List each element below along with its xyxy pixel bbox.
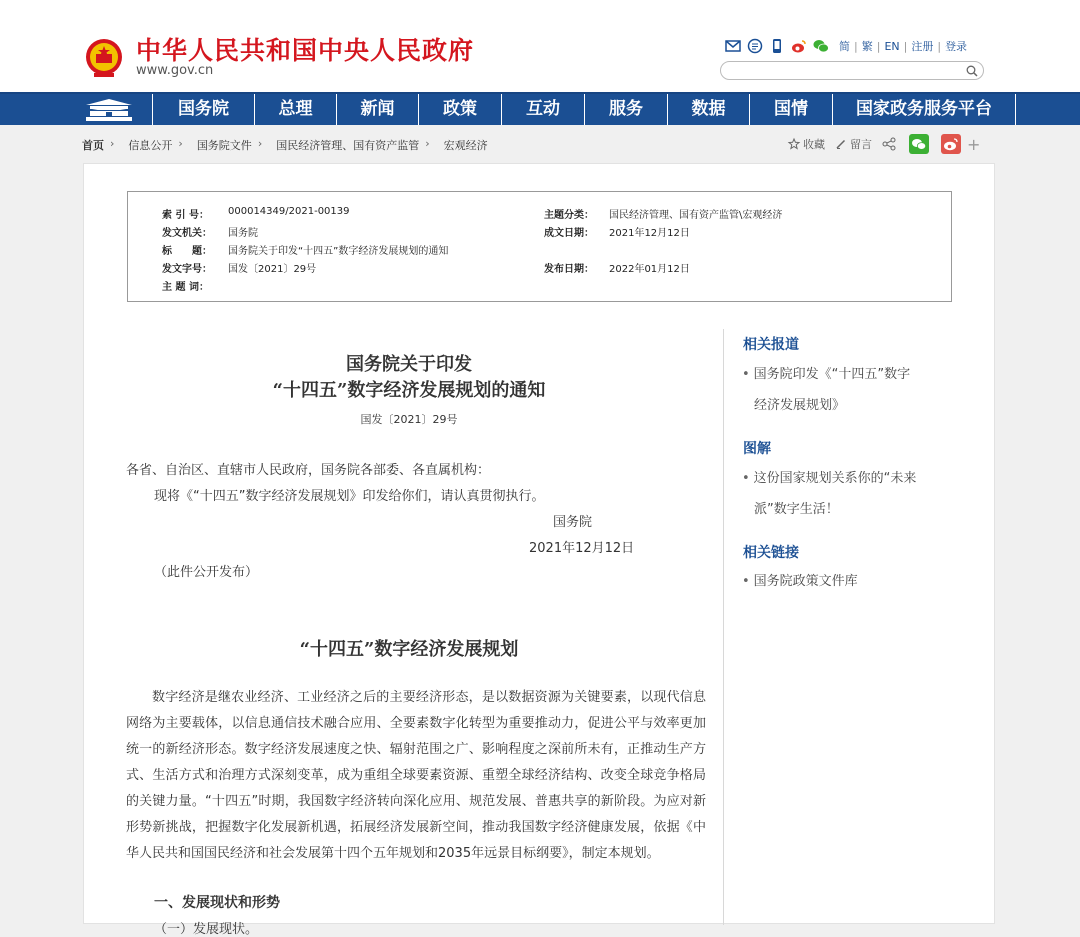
nav-item-news[interactable]: 新闻 <box>336 94 418 125</box>
weibo-icon[interactable] <box>791 38 807 54</box>
content-card <box>83 163 995 937</box>
favorite-button[interactable] <box>788 136 825 152</box>
wechat-share-icon[interactable] <box>909 134 929 154</box>
article-intro: 现将《“十四五”数字经济发展规划》印发给你们，请认真贯彻执行。 <box>154 489 545 504</box>
separator: | <box>854 39 858 53</box>
sidebar-divider <box>723 329 724 925</box>
share-button[interactable] <box>882 137 899 151</box>
login-link[interactable]: 登录 <box>945 40 968 53</box>
rss-icon[interactable] <box>747 38 763 54</box>
article-date: 2021年12月12日 <box>529 541 635 556</box>
separator: | <box>876 39 881 53</box>
category-value: 国民经济管理、国有资产监管\宏观经济 <box>609 210 783 221</box>
chevron-right-icon: › <box>425 137 430 150</box>
breadcrumb-macroeconomy[interactable]: 宏观经济 <box>443 139 488 152</box>
written-date-value: 2021年12月12日 <box>609 228 690 239</box>
star-icon <box>788 138 800 150</box>
chevron-right-icon: › <box>178 137 183 150</box>
doc-number-value: 国发〔2021〕29号 <box>228 264 317 275</box>
mail-icon[interactable] <box>725 38 741 54</box>
published-date-value: 2022年01月12日 <box>609 264 690 275</box>
related-report-link[interactable] <box>742 359 910 421</box>
register-link[interactable]: 注册 <box>911 40 934 53</box>
bullet: • <box>742 367 750 382</box>
article-salutation: 各省、自治区、直辖市人民政府，国务院各部委、各直属机构： <box>126 463 491 478</box>
chevron-right-icon: › <box>257 137 263 150</box>
subsection-heading: （一）发展现状。 <box>154 922 259 937</box>
related-links-heading: 相关链接 <box>743 545 799 561</box>
article-title-line2: “十四五”数字经济发展规划的通知 <box>272 380 546 401</box>
breadcrumb-economy-management[interactable]: 国民经济管理、国有资产监管 <box>276 139 420 152</box>
nav-item-services[interactable]: 服务 <box>584 94 667 125</box>
nav-item-premier[interactable]: 总理 <box>254 94 336 125</box>
pencil-icon <box>835 138 847 150</box>
category-label: 主题分类： <box>544 210 594 221</box>
main-nav <box>0 92 1080 125</box>
graphic-line1[interactable]: 这份国家规划关系你的“未来 <box>753 471 917 486</box>
policy-library-link[interactable] <box>742 566 858 597</box>
site-header <box>0 0 1080 92</box>
title-label: 标 题： <box>162 246 212 257</box>
article-body-paragraph: 数字经济是继农业经济、工业经济之后的主要经济形态，是以数据资源为关键要素，以现代信息网络为主要载体，以信息通信技术融合应用、全要素数字化转型为重要推动力，促进公平与效率更加统一的新经济形态。数字经济发展速度之快、辐射范围之广、影响程度之深前所未有，正推动生产方式、生活方式和治理方式深刻变革，成为重组全球要素资源、重塑全球经济结构、改变全球竞争格局的关键力量。“十四五”时期，我国数字经济转向深化应用、规范发展、普惠共享的新阶段。为应对新形势新挑战，把握数字化发展新机遇，拓展经济发展新空间，推动我国数字经济健康发展，依据《中华人民共和国国民经济和社会发展第十四个五年规划和2035年远景目标纲要》，制定本规划。 <box>126 690 706 861</box>
index-value: 000014349/2021-00139 <box>228 206 350 217</box>
nav-item-state-council[interactable]: 国务院 <box>152 94 254 125</box>
breadcrumb-state-council-docs[interactable]: 国务院文件 <box>196 139 252 152</box>
weibo-share-icon[interactable] <box>941 134 961 154</box>
related-report-line1[interactable]: 国务院印发《“十四五”数字 <box>753 367 911 382</box>
traditional-link[interactable]: 繁 <box>861 40 873 53</box>
article-signature: 国务院 <box>553 515 593 530</box>
mobile-icon[interactable] <box>769 38 785 54</box>
keywords-label: 主 题 词： <box>162 282 209 293</box>
bullet: • <box>742 471 750 486</box>
search-input[interactable] <box>720 61 984 80</box>
policy-library-label[interactable]: 国务院政策文件库 <box>753 574 858 589</box>
related-reports-heading: 相关报道 <box>743 337 799 353</box>
article-title <box>124 352 694 404</box>
plan-title: “十四五”数字经济发展规划 <box>299 639 519 660</box>
chevron-right-icon: › <box>110 137 115 150</box>
article-disclosure: （此件公开发布） <box>154 565 259 580</box>
search-icon[interactable] <box>966 65 978 77</box>
share-icon <box>882 137 896 151</box>
separator: | <box>903 39 908 53</box>
bullet: • <box>742 574 750 589</box>
article-title-line1: 国务院关于印发 <box>346 354 472 375</box>
title-value: 国务院关于印发“十四五”数字经济发展规划的通知 <box>228 246 449 257</box>
separator: | <box>937 39 942 53</box>
breadcrumb-home[interactable]: 首页 <box>82 139 104 152</box>
national-emblem-icon[interactable] <box>84 37 124 79</box>
document-info-box <box>127 191 952 302</box>
comment-label: 留言 <box>850 138 872 151</box>
breadcrumb-info-disclosure[interactable]: 信息公开 <box>128 139 173 152</box>
header-links <box>725 37 971 55</box>
written-date-label: 成文日期： <box>544 228 594 239</box>
simplified-link[interactable]: 简 <box>839 40 850 53</box>
graphic-heading: 图解 <box>743 441 771 457</box>
more-share-icon[interactable]: + <box>967 134 981 154</box>
nav-item-policy[interactable]: 政策 <box>418 94 501 125</box>
section-heading: 一、发展现状和形势 <box>154 895 280 911</box>
site-domain: www.gov.cn <box>136 63 214 78</box>
graphic-link[interactable] <box>742 463 916 525</box>
related-report-line2[interactable]: 经济发展规划》 <box>754 398 846 413</box>
wechat-icon[interactable] <box>813 38 829 54</box>
article-tools <box>788 134 980 154</box>
article-doc-number: 国发〔2021〕29号 <box>360 413 458 426</box>
nav-item-data[interactable]: 数据 <box>667 94 749 125</box>
nav-item-national-conditions[interactable]: 国情 <box>749 94 832 125</box>
nav-item-gov-service-platform[interactable]: 国家政务服务平台 <box>832 94 1016 125</box>
english-link[interactable]: EN <box>884 39 900 53</box>
graphic-line2[interactable]: 派”数字生活！ <box>754 502 839 517</box>
issuer-value: 国务院 <box>228 228 258 239</box>
issuer-label: 发文机关： <box>162 228 212 239</box>
doc-number-label: 发文字号： <box>162 264 212 275</box>
favorite-label: 收藏 <box>803 138 825 151</box>
index-label: 索 引 号： <box>162 210 209 221</box>
comment-button[interactable] <box>835 136 872 152</box>
breadcrumb <box>82 137 494 153</box>
published-date-label: 发布日期： <box>544 264 594 275</box>
tiananmen-icon[interactable] <box>84 96 134 123</box>
nav-item-interaction[interactable]: 互动 <box>501 94 584 125</box>
site-title[interactable]: 中华人民共和国中央人民政府 <box>136 36 475 65</box>
